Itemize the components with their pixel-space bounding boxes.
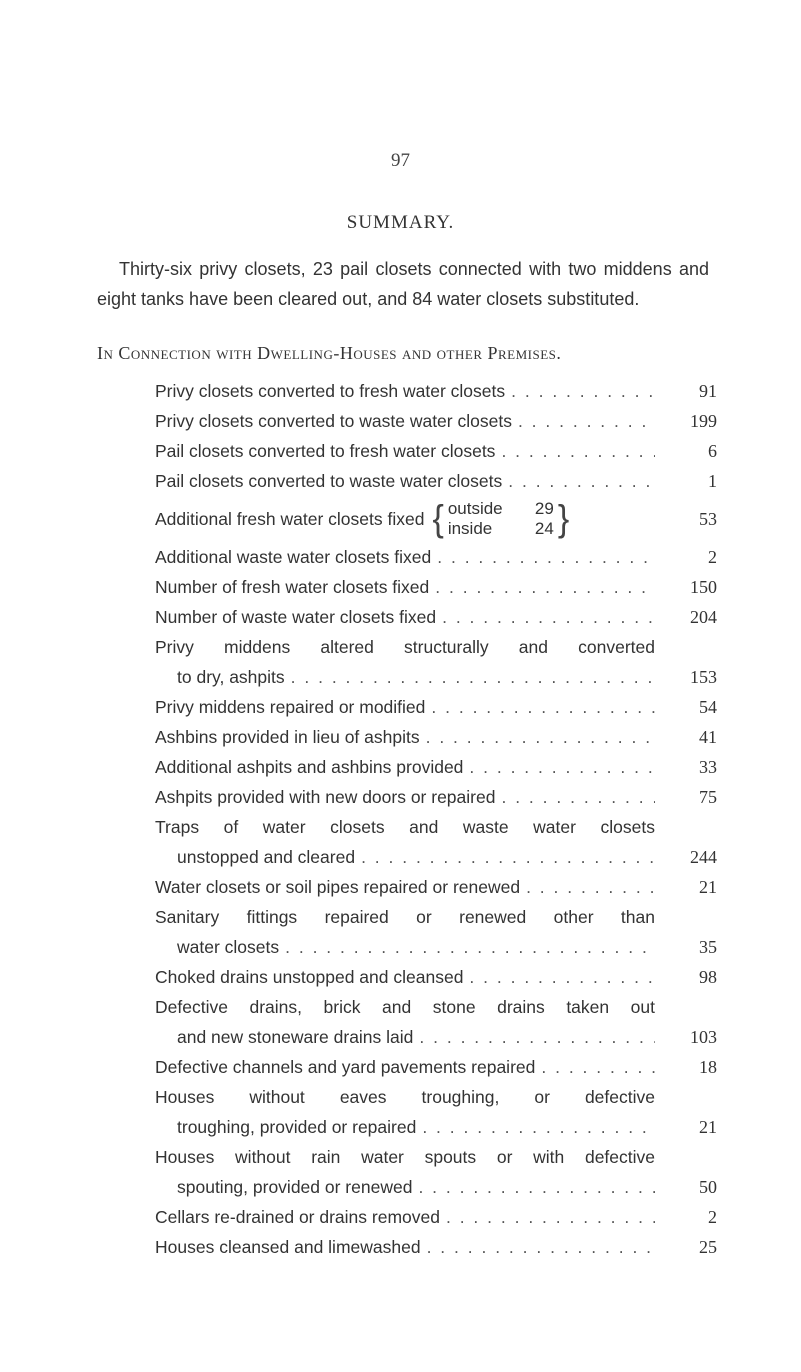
item-value: 204 <box>690 607 717 627</box>
item-value: 21 <box>699 877 717 897</box>
intro-paragraph: Thirty-six privy closets, 23 pail closets connected with two middens and eight tanks have been cleared out, and 84 water closets substituted. <box>97 259 709 309</box>
list-item: Choked drains unstopped and cleansed . . . 98 <box>155 962 655 992</box>
list-item: Privy closets converted to waste water closets . . . 199 <box>155 406 655 436</box>
list-item: Privy closets converted to fresh water closets . . . 91 <box>155 376 655 406</box>
summary-list <box>155 376 717 1262</box>
item-value: 75 <box>699 787 717 807</box>
item-value: 50 <box>699 1177 717 1197</box>
item-value: 153 <box>690 667 717 687</box>
list-item: Privy middens altered structurally and converted to dry, ashpits . . . 153 <box>155 632 655 692</box>
list-item: Privy middens repaired or modified . . . 54 <box>155 692 655 722</box>
item-value: 54 <box>699 697 717 717</box>
list-item: Water closets or soil pipes repaired or renewed . . . 21 <box>155 872 655 902</box>
list-item: Pail closets converted to fresh water closets . . . 6 <box>155 436 655 466</box>
item-value: 150 <box>690 577 717 597</box>
list-item: Number of waste water closets fixed . . . 204 <box>155 602 655 632</box>
list-item: Houses without eaves troughing, or defective troughing, provided or repaired . . . 21 <box>155 1082 655 1142</box>
list-item: Sanitary fittings repaired or renewed other than water closets . . . 35 <box>155 902 655 962</box>
item-value: 244 <box>690 847 717 867</box>
list-item: Traps of water closets and waste water closets unstopped and cleared . . . 244 <box>155 812 655 872</box>
page-number: 97 <box>391 150 410 171</box>
list-item: Number of fresh water closets fixed . . . 150 <box>155 572 655 602</box>
right-brace: } <box>557 498 570 540</box>
item-value: 2 <box>708 1207 717 1227</box>
list-item: Pail closets converted to waste water closets . . . 1 <box>155 466 655 496</box>
sub-row-outside: outside 29 <box>447 499 554 518</box>
item-value: 53 <box>699 509 717 529</box>
section-heading: In Connection with Dwelling-Houses and other Premises. <box>97 343 562 363</box>
item-value: 35 <box>699 937 717 957</box>
item-value: 2 <box>708 547 717 567</box>
item-value: 25 <box>699 1237 717 1257</box>
item-value: 6 <box>708 441 717 461</box>
list-item: Defective channels and yard pavements repaired . . . 18 <box>155 1052 655 1082</box>
list-item: Ashbins provided in lieu of ashpits . . . 41 <box>155 722 655 752</box>
item-value: 91 <box>699 381 717 401</box>
item-value: 33 <box>699 757 717 777</box>
sub-row-inside: inside 24 <box>447 519 554 538</box>
item-value: 41 <box>699 727 717 747</box>
left-brace: { <box>432 498 444 540</box>
list-item: Additional ashpits and ashbins provided . . . 33 <box>155 752 655 782</box>
item-value: 1 <box>708 471 717 491</box>
item-value: 103 <box>690 1027 717 1047</box>
list-item: Houses without rain water spouts or with defective spouting, provided or renewed . . . 50 <box>155 1142 655 1202</box>
item-value: 98 <box>699 967 717 987</box>
item-value: 21 <box>699 1117 717 1137</box>
page-title: SUMMARY. <box>346 212 455 233</box>
item-value: 18 <box>699 1057 717 1077</box>
item-value: 199 <box>690 411 717 431</box>
list-item: Houses cleansed and limewashed . . . 25 <box>155 1232 655 1262</box>
list-item: Additional waste water closets fixed . . . 2 <box>155 542 655 572</box>
list-item: Cellars re-drained or drains removed . . . 2 <box>155 1202 655 1232</box>
list-item: Defective drains, brick and stone drains taken out and new stoneware drains laid . . . 103 <box>155 992 655 1052</box>
list-item-split: Additional fresh water closets fixed { outside 29 inside 24 } 53 <box>155 498 717 540</box>
brace-group <box>432 499 569 539</box>
list-item: Ashpits provided with new doors or repaired . . . 75 <box>155 782 655 812</box>
